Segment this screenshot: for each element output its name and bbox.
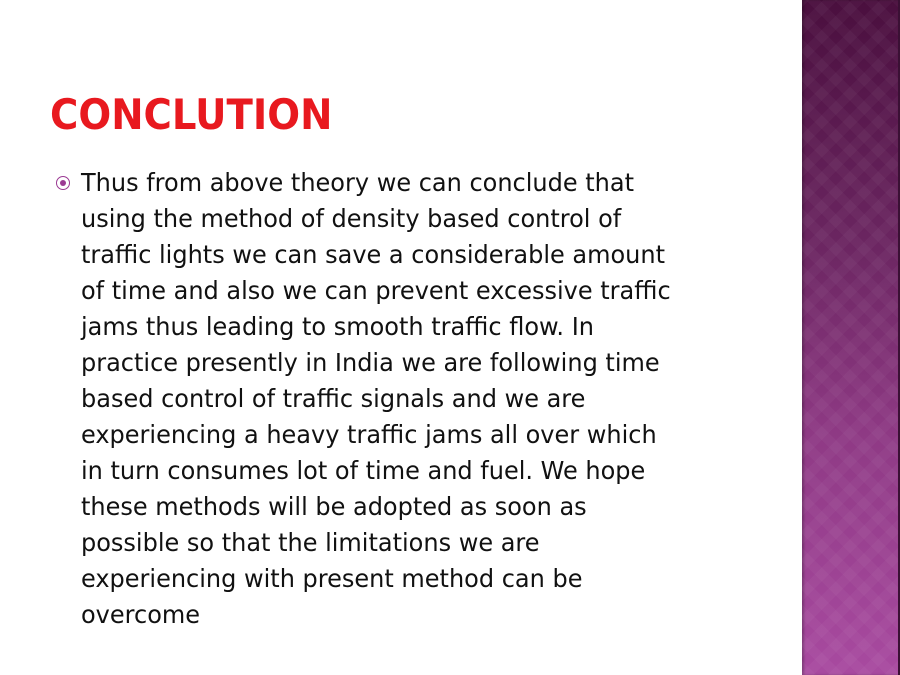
bullet-icon (56, 176, 70, 190)
text-line: traffic lights we can save a considerable amount (81, 240, 665, 269)
text-line: using the method of density based control of (81, 204, 622, 233)
text-line: practice presently in India we are following time (81, 348, 660, 377)
slide-title: CONCLUTION (50, 90, 333, 139)
text-line: experiencing with present method can be (81, 564, 583, 593)
text-line: in turn consumes lot of time and fuel. We hope (81, 456, 646, 485)
text-line: of time and also we can prevent excessive traffic (81, 276, 671, 305)
text-line: these methods will be adopted as soon as (81, 492, 587, 521)
text-line: experiencing a heavy traffic jams all over which (81, 420, 657, 449)
text-line: overcome (81, 600, 201, 629)
bullet-text (81, 165, 695, 633)
text-line: jams thus leading to smooth traffic flow. In (81, 312, 594, 341)
decorative-side-panel (802, 0, 898, 675)
text-line: possible so that the limitations we are (81, 528, 540, 557)
text-line: based control of traffic signals and we are (81, 384, 586, 413)
text-line: Thus from above theory we can conclude that (81, 168, 634, 197)
